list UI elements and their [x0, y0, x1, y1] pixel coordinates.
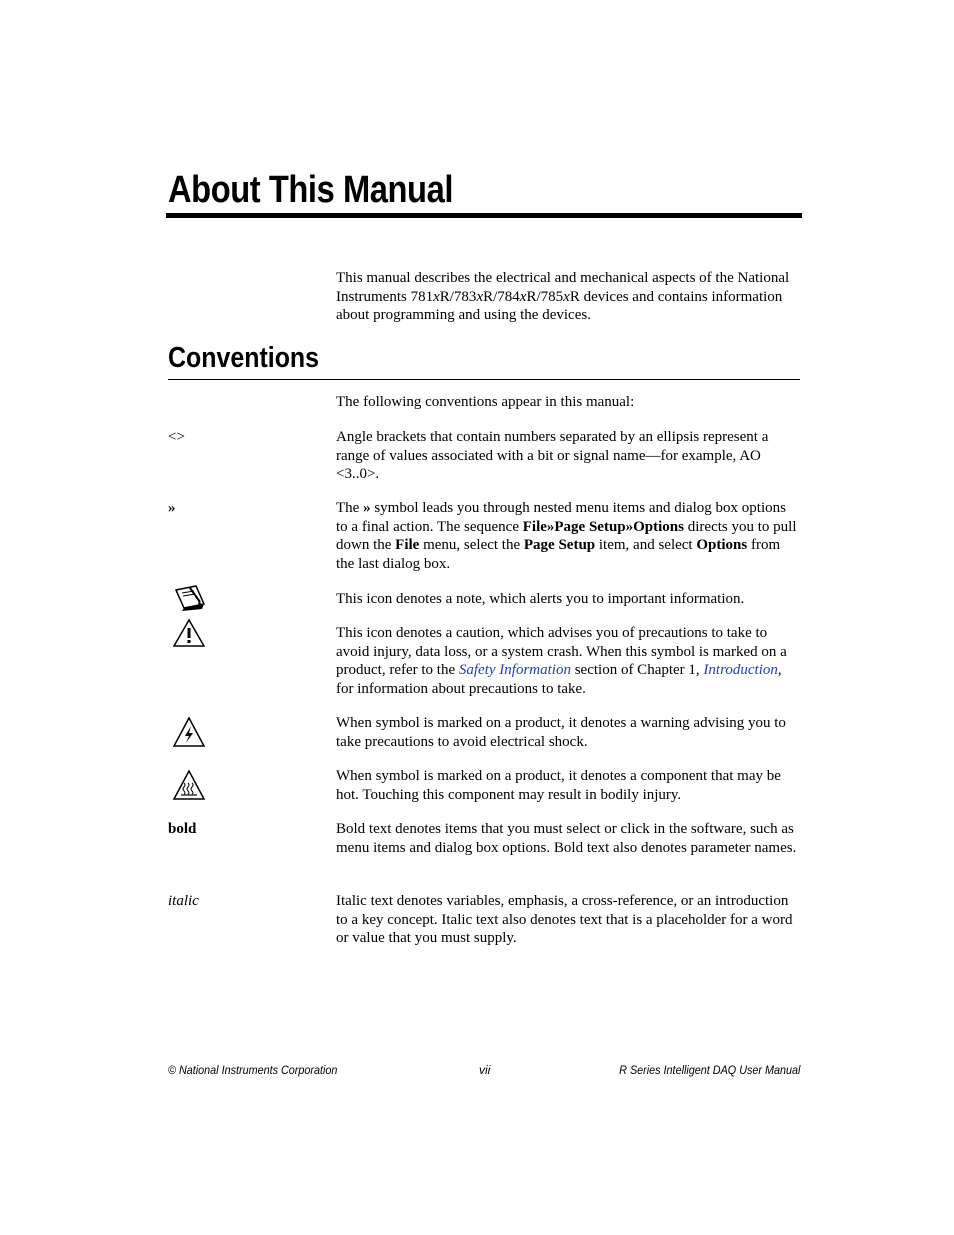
safety-information-link[interactable]: Safety Information — [458, 662, 571, 679]
hot-surface-icon — [172, 769, 206, 806]
conventions-rule — [168, 379, 800, 380]
convention-term: bold — [168, 821, 197, 837]
convention-desc: This icon denotes a caution, which advises you of precautions to take to avoid injury, data loss, or a system crash. When this symbol is marked on a product, refer to the Safety Information section of Chapter 1, Introduction, for information about precautions to take. — [336, 625, 787, 698]
convention-term: » — [168, 500, 176, 516]
footer-left: © National Instruments Corporation — [168, 1063, 338, 1077]
conventions-lead: The following conventions appear in this manual: — [336, 394, 635, 410]
note-icon — [174, 584, 206, 617]
convention-desc: Italic text denotes variables, emphasis, a cross-reference, or an introduction to a key concept. Italic text also denotes text that is a placeholder for a word or value that you must supply. — [336, 893, 793, 947]
convention-desc: Bold text denotes items that you must select or click in the software, such as menu items and dialog box options. Bold text also denotes parameter names. — [336, 821, 797, 856]
title-rule — [166, 213, 802, 218]
intro-paragraph: This manual describes the electrical and mechanical aspects of the National Instruments 781xR/783xR/784xR/785xR devices and contains information about programming and using the devices. — [336, 270, 790, 324]
conventions-heading: Conventions — [168, 342, 320, 374]
convention-desc: When symbol is marked on a product, it denotes a component that may be hot. Touching this component may result in bodily injury. — [336, 768, 781, 803]
convention-desc: This icon denotes a note, which alerts you to important information. — [336, 591, 745, 607]
convention-term: <> — [168, 429, 185, 445]
convention-desc: Angle brackets that contain numbers separated by an ellipsis represent a range of values associated with a bit or signal name—for example, AO <3..0>. — [336, 429, 769, 483]
footer-right: R Series Intelligent DAQ User Manual — [618, 1063, 800, 1077]
caution-icon — [172, 618, 206, 653]
electrical-shock-icon — [172, 716, 206, 753]
footer-page-number: vii — [479, 1063, 491, 1077]
convention-desc: When symbol is marked on a product, it denotes a warning advising you to take precautions to avoid electrical shock. — [336, 715, 786, 750]
convention-term: italic — [168, 893, 199, 909]
page-title: About This Manual — [168, 169, 453, 211]
introduction-link[interactable]: Introduction — [703, 662, 778, 679]
convention-desc: The » symbol leads you through nested menu items and dialog box options to a final action. The sequence File»Page Setup»Options directs you to pull down the File menu, select the Page Setup item, and select Options from the last dialog box. — [336, 500, 797, 573]
